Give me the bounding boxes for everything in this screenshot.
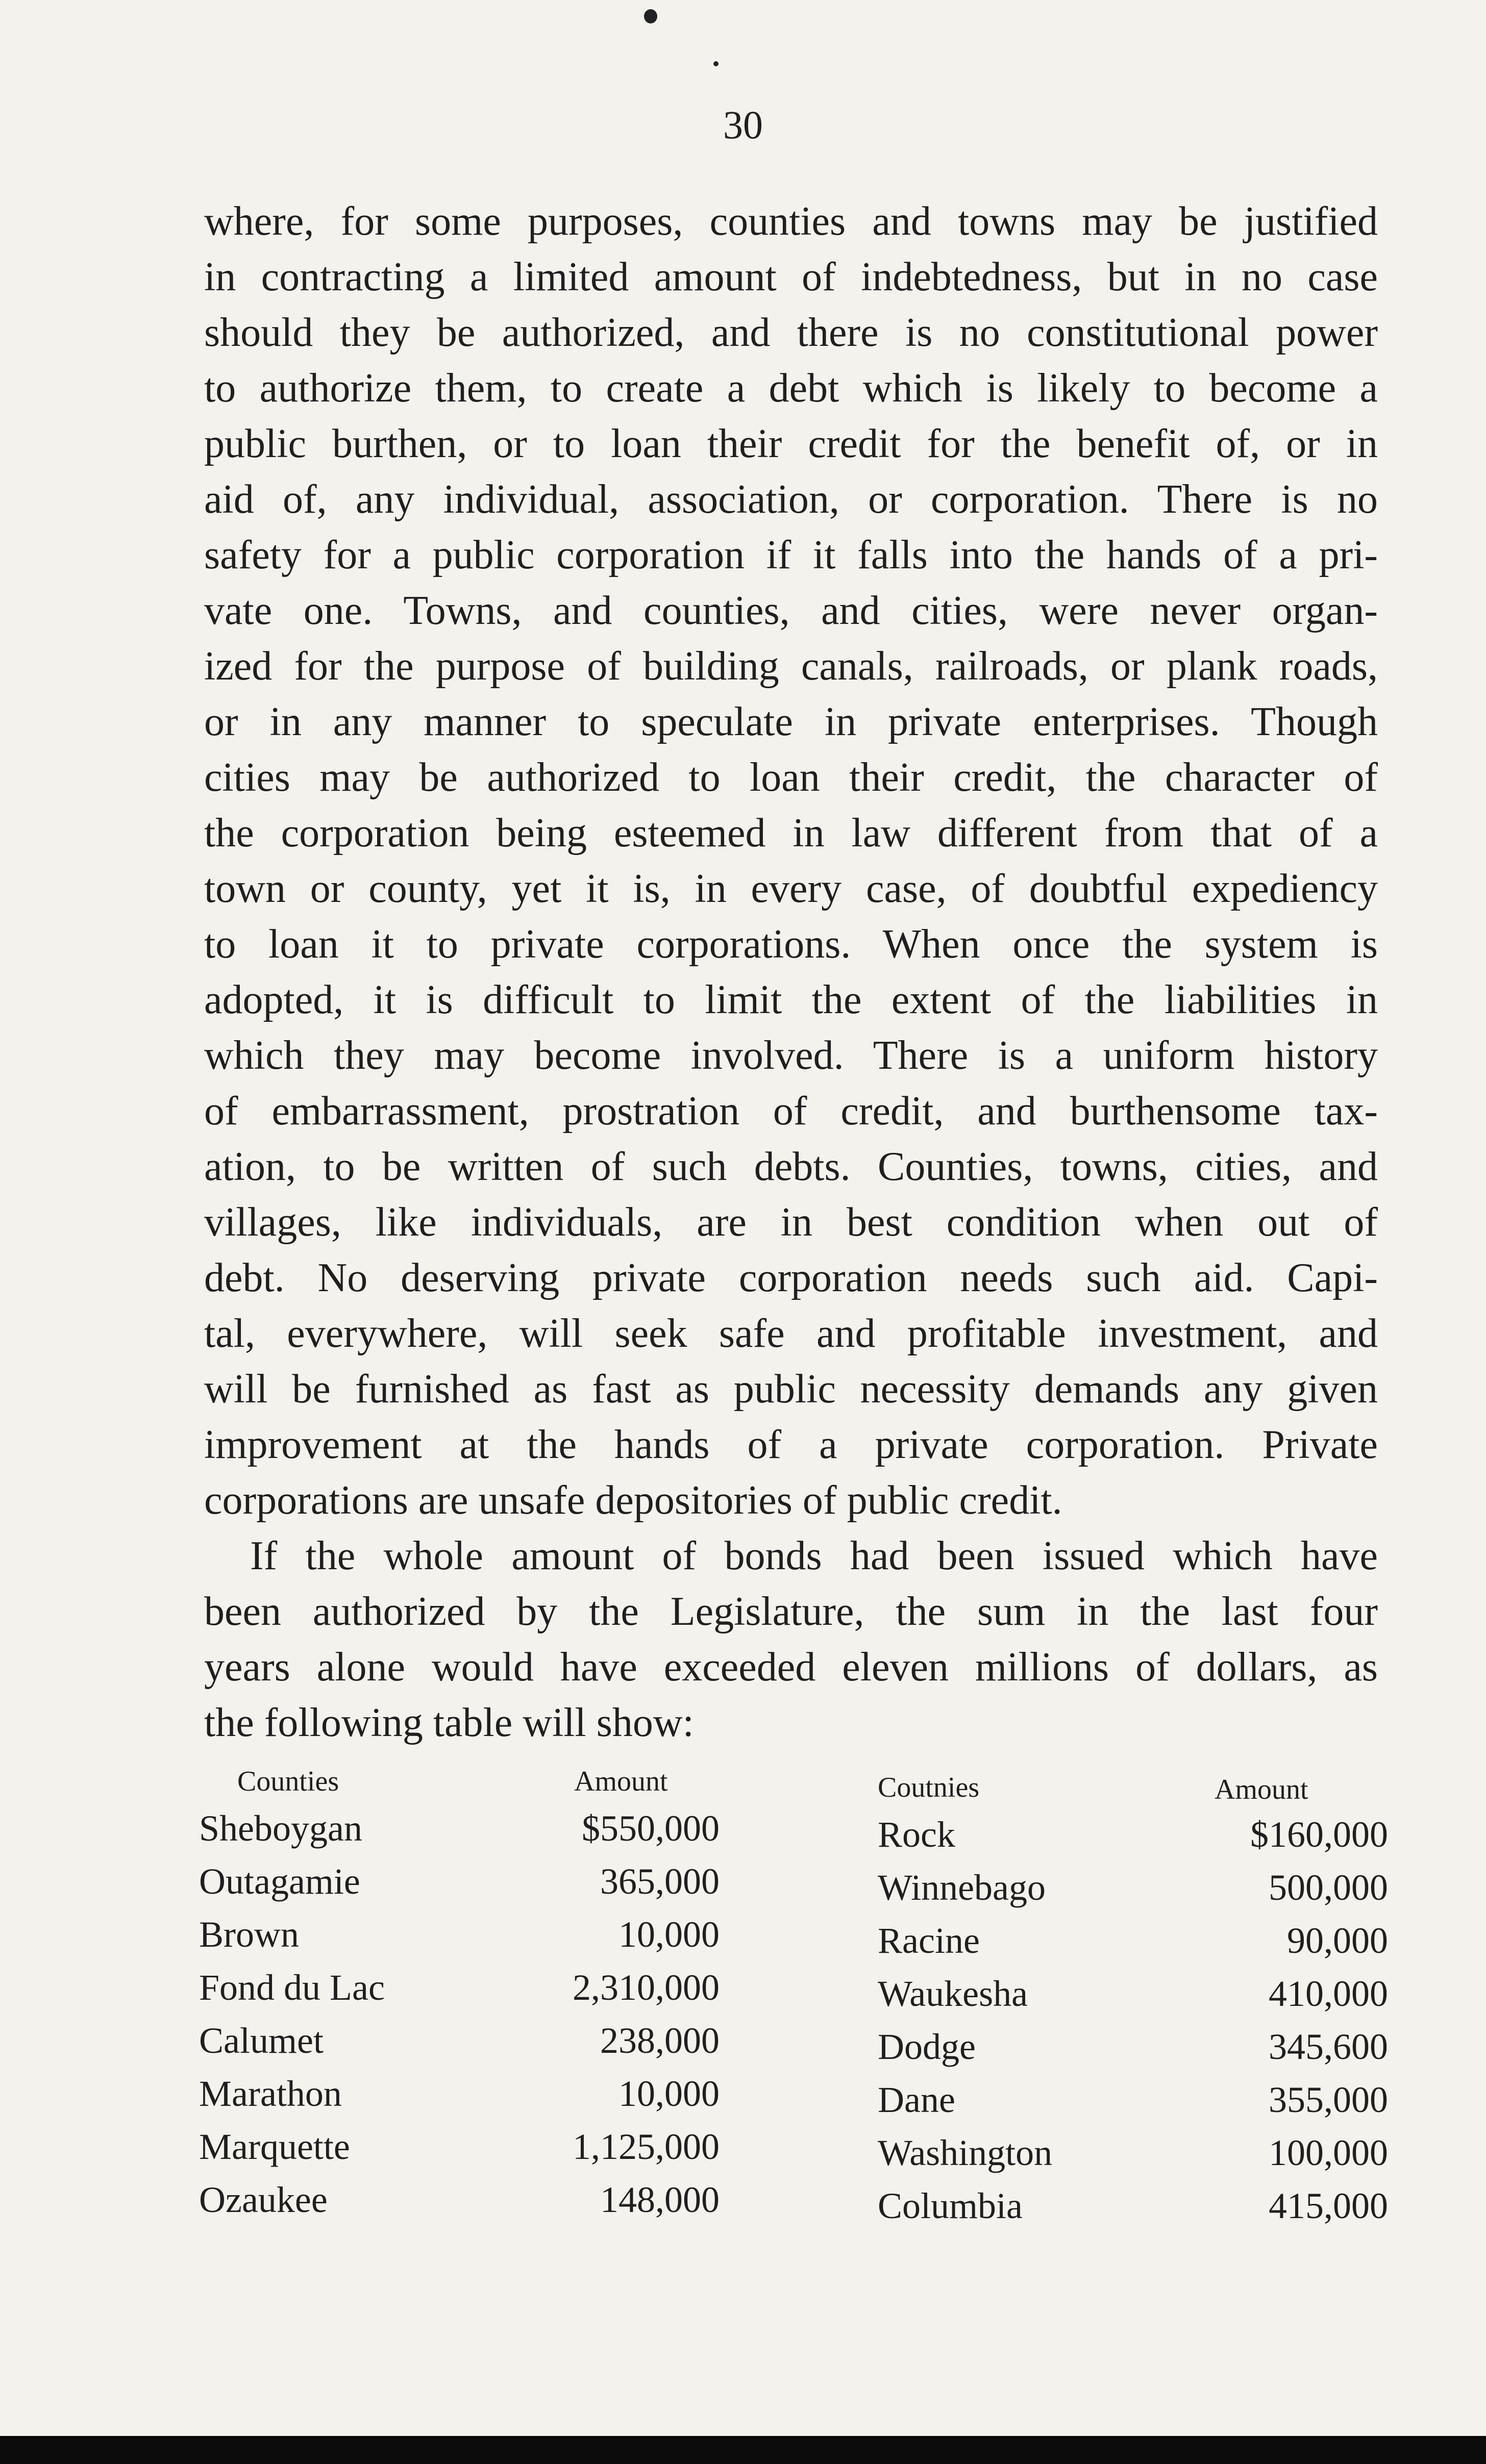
text-line: or in any manner to speculate in private enterprises. Though <box>204 699 1378 744</box>
text-line: public burthen, or to loan their credit for the benefit of, or in <box>204 421 1378 466</box>
county-amount: 10,000 <box>618 2073 720 2114</box>
county-amount: $160,000 <box>1250 1814 1388 1855</box>
text-line: If the whole amount of bonds had been issued which have <box>250 1533 1378 1578</box>
county-amount: 90,000 <box>1287 1920 1388 1961</box>
table-row <box>878 2073 1388 2126</box>
county-name: Racine <box>878 1920 980 1961</box>
county-amount: 500,000 <box>1269 1867 1388 1908</box>
text-line: aid of, any individual, association, or corporation. There is no <box>204 477 1378 522</box>
table-row <box>878 1808 1388 1861</box>
scan-edge-bar <box>0 2436 1486 2464</box>
table-row <box>199 1908 720 1961</box>
county-name: Washington <box>878 2132 1053 2173</box>
table-row <box>878 2020 1388 2073</box>
text-line: should they be authorized, and there is no constitutional power <box>204 310 1378 355</box>
paragraph-1 <box>204 194 1378 1528</box>
text-line: vate one. Towns, and counties, and cities, were never organ- <box>204 588 1378 633</box>
county-name: Winnebago <box>878 1867 1046 1908</box>
county-name: Brown <box>199 1914 299 1955</box>
table-row <box>199 1961 720 2014</box>
text-line: ation, to be written of such debts. Counties, towns, cities, and <box>204 1144 1378 1189</box>
text-line: which they may become involved. There is a uniform history <box>204 1033 1378 1078</box>
county-amount: 410,000 <box>1269 1973 1388 2014</box>
table-row <box>199 1855 720 1908</box>
ink-speck <box>644 9 657 23</box>
table-row <box>199 2067 720 2120</box>
county-name: Fond du Lac <box>199 1967 385 2008</box>
ink-speck <box>713 61 719 66</box>
text-line: the corporation being esteemed in law different from that of a <box>204 811 1378 856</box>
text-line: in contracting a limited amount of indebtedness, but in no case <box>204 255 1378 299</box>
body-text <box>204 194 1378 1751</box>
county-amount: 238,000 <box>600 2020 720 2061</box>
county-amount: 355,000 <box>1269 2079 1388 2120</box>
table-row <box>199 1802 720 1855</box>
table-row <box>878 1967 1388 2020</box>
county-name: Waukesha <box>878 1973 1028 2014</box>
county-name: Outagamie <box>199 1861 360 1902</box>
county-name: Marathon <box>199 2073 342 2114</box>
text-line: debt. No deserving private corporation needs such aid. Capi- <box>204 1255 1378 1300</box>
county-amount: $550,000 <box>582 1808 720 1849</box>
county-name: Dane <box>878 2079 955 2120</box>
county-name: Calumet <box>199 2020 324 2061</box>
table-row <box>878 1914 1388 1967</box>
column-header-amount: Amount <box>574 1766 668 1797</box>
county-name: Ozaukee <box>199 2179 328 2220</box>
text-line: town or county, yet it is, in every case, of doubtful expediency <box>204 866 1378 911</box>
table-row <box>199 2120 720 2173</box>
table-row <box>878 2179 1388 2232</box>
bond-table <box>199 1765 1388 2226</box>
county-amount: 365,000 <box>600 1861 720 1902</box>
table-row <box>878 2126 1388 2179</box>
text-line: to loan it to private corporations. When once the system is <box>204 922 1378 967</box>
text-line: cities may be authorized to loan their credit, the character of <box>204 755 1378 800</box>
text-line: tal, everywhere, will seek safe and profitable investment, and <box>204 1311 1378 1356</box>
text-line: the following table will show: <box>204 1700 694 1745</box>
county-name: Sheboygan <box>199 1808 362 1849</box>
table-row <box>199 2173 720 2226</box>
text-line: corporations are unsafe depositories of public credit. <box>204 1478 1062 1523</box>
county-amount: 148,000 <box>600 2179 720 2220</box>
text-line: of embarrassment, prostration of credit, and burthensome tax- <box>204 1089 1378 1134</box>
county-amount: 10,000 <box>618 1914 720 1955</box>
county-name: Columbia <box>878 2185 1023 2226</box>
text-line: will be furnished as fast as public necessity demands any given <box>204 1367 1378 1412</box>
county-amount: 1,125,000 <box>573 2126 720 2167</box>
county-amount: 2,310,000 <box>573 1967 720 2008</box>
county-amount: 100,000 <box>1269 2132 1388 2173</box>
text-line: improvement at the hands of a private corporation. Private <box>204 1422 1378 1467</box>
table-row <box>878 1861 1388 1914</box>
column-header-amount: Amount <box>1215 1774 1308 1805</box>
paragraph-2 <box>204 1528 1378 1751</box>
text-line: villages, like individuals, are in best condition when out of <box>204 1200 1378 1245</box>
column-header-counties: Counties <box>237 1766 339 1797</box>
county-name: Rock <box>878 1814 955 1855</box>
text-line: years alone would have exceeded eleven millions of dollars, as <box>204 1645 1378 1690</box>
county-name: Marquette <box>199 2126 350 2167</box>
county-name: Dodge <box>878 2026 976 2067</box>
text-line: to authorize them, to create a debt which is likely to become a <box>204 366 1378 411</box>
text-line: safety for a public corporation if it falls into the hands of a pri- <box>204 533 1378 577</box>
text-line: been authorized by the Legislature, the sum in the last four <box>204 1589 1378 1634</box>
county-amount: 345,600 <box>1269 2026 1388 2067</box>
column-header-counties: Coutnies <box>878 1772 980 1803</box>
text-line: adopted, it is difficult to limit the extent of the liabilities in <box>204 977 1378 1022</box>
county-amount: 415,000 <box>1269 2185 1388 2226</box>
text-line: ized for the purpose of building canals, railroads, or plank roads, <box>204 644 1378 689</box>
table-row <box>199 2014 720 2067</box>
text-line: where, for some purposes, counties and towns may be justified <box>204 199 1378 244</box>
page-number: 30 <box>723 103 763 147</box>
